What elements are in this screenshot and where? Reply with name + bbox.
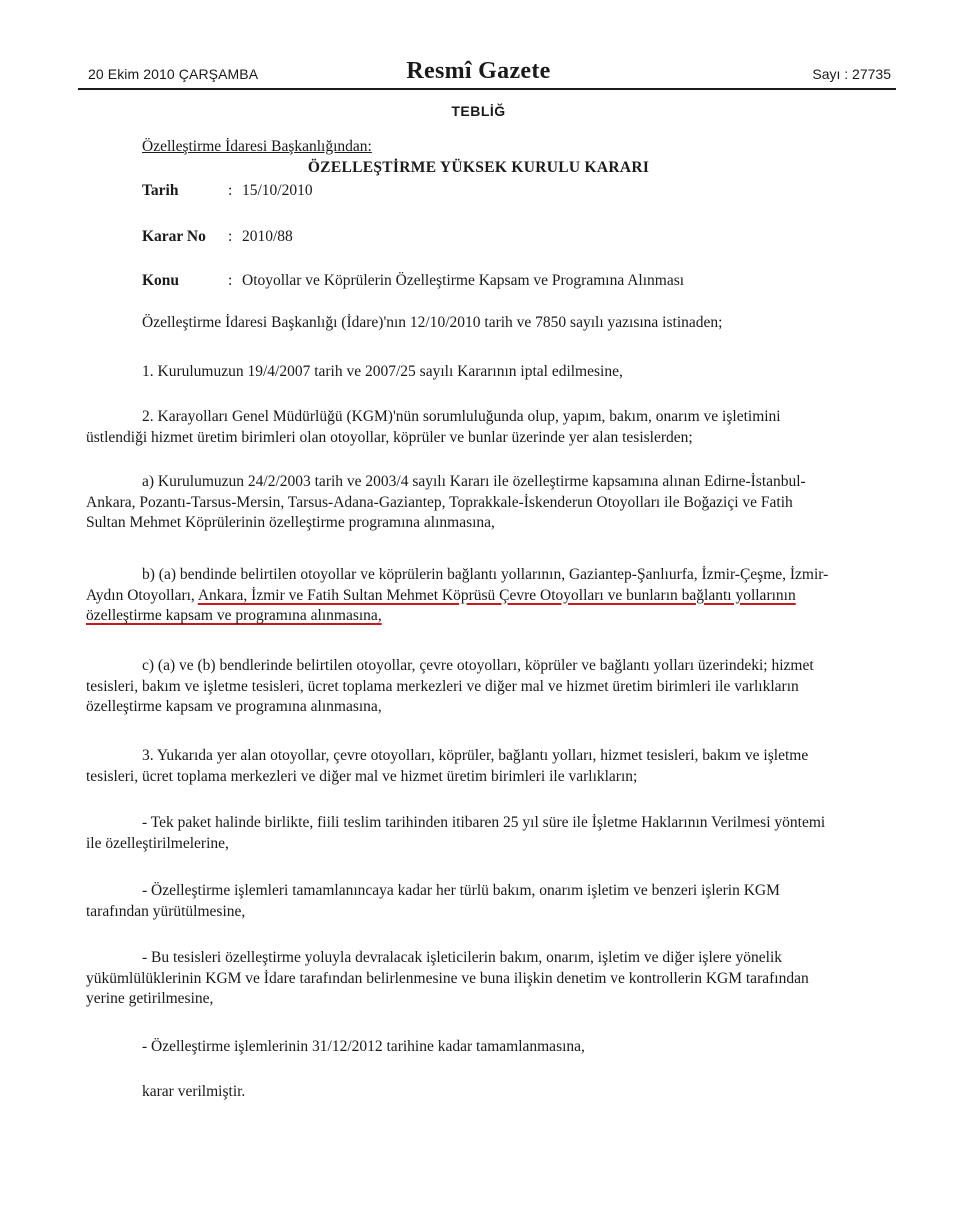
paragraph-line: 2. Karayolları Genel Müdürlüğü (KGM)'nün sorumluluğunda olup, yapım, bakım, onarım ve işletimini — [142, 408, 781, 425]
paragraph-line: a) Kurulumuzun 24/2/2003 tarih ve 2003/4 sayılı Kararı ile özelleştirme kapsamına alınan Edirne-İstanbul- — [142, 473, 806, 490]
paragraph-line: özelleştirme kapsam ve programına alınmasına, — [86, 698, 382, 715]
paragraph-line: tesisleri, bakım ve işletme tesisleri, ücret toplama merkezleri ve diğer mal ve hizmet üretim birimleri ile varlıkların — [86, 677, 799, 695]
paragraph-article-2 — [86, 407, 886, 448]
paragraph-bullet-4 — [86, 1037, 886, 1058]
issuing-authority: Özelleştirme İdaresi Başkanlığından: — [142, 138, 372, 155]
paragraph-line: Ankara, Pozantı-Tarsus-Mersin, Tarsus-Adana-Gaziantep, Toprakkale-İskenderun Otoyolları ile Boğaziçi ve Fatih — [86, 493, 793, 511]
paragraph-line: - Özelleştirme işlemleri tamamlanıncaya kadar her türlü bakım, onarım işletim ve benzeri işlerin KGM — [142, 882, 780, 899]
header-rule — [78, 88, 896, 90]
paragraph-line: Özelleştirme İdaresi Başkanlığı (İdare)'nın 12/10/2010 tarih ve 7850 sayılı yazısına istinaden; — [142, 314, 723, 331]
paragraph-item-b — [86, 565, 886, 627]
meta-separator: : — [228, 228, 233, 245]
paragraph-bullet-3 — [86, 948, 886, 1010]
meta-label: Karar No — [142, 228, 206, 245]
paragraph-line: yerine getirilmesine, — [86, 990, 214, 1007]
paragraph-closing — [86, 1082, 886, 1103]
meta-date-row — [142, 182, 313, 200]
paragraph-line: b) (a) bendinde belirtilen otoyollar ve köprülerin bağlantı yollarının, Gaziantep-Şanlıurfa, İzmir-Çeşme, İzmir- — [142, 566, 829, 583]
paragraph-item-a — [86, 472, 886, 534]
meta-value: 2010/88 — [242, 228, 293, 245]
meta-label: Konu — [142, 272, 180, 289]
paragraph-line: yükümlülüklerinin KGM ve İdare tarafından belirlenmesine ve buna ilişkin denetim ve kontrollerin KGM tarafından — [86, 969, 809, 987]
decision-title: ÖZELLEŞTİRME YÜKSEK KURULU KARARI — [307, 159, 650, 176]
meta-separator: : — [228, 182, 233, 199]
paragraph-line: - Tek paket halinde birlikte, fiili teslim tarihinden itibaren 25 yıl süre ile İşletme Haklarının Verilmesi yöntemi — [142, 814, 826, 831]
issue-date: 20 Ekim 2010 ÇARŞAMBA — [88, 66, 259, 82]
paragraph-line: - Bu tesisleri özelleştirme yoluyla devralacak işleticilerin bakım, onarım, işletim ve diğer işlere yönelik — [142, 949, 783, 966]
paragraph-text: Aydın Otoyolları, — [86, 586, 198, 604]
paragraph-article-3 — [86, 746, 886, 787]
paragraph-line: 3. Yukarıda yer alan otoyollar, çevre otoyolları, köprüler, bağlantı yolları, hizmet tesisleri, bakım ve işletme — [142, 747, 809, 764]
meta-decision-no-row — [142, 228, 293, 246]
meta-value: 15/10/2010 — [242, 182, 313, 199]
paragraph-bullet-2 — [86, 881, 886, 922]
paragraph-line: 1. Kurulumuzun 19/4/2007 tarih ve 2007/25 sayılı Kararının iptal edilmesine, — [142, 363, 623, 380]
paragraph-line: c) (a) ve (b) bendlerinde belirtilen otoyollar, çevre otoyolları, köprüler ve bağlantı yolları üzerindeki; hizmet — [142, 657, 814, 674]
paragraph-item-c — [86, 656, 886, 718]
paragraph-line: - Özelleştirme işlemlerinin 31/12/2012 tarihine kadar tamamlanmasına, — [142, 1038, 585, 1055]
meta-subject-row — [142, 272, 684, 290]
paragraph-line: tarafından yürütülmesine, — [86, 902, 246, 920]
paragraph-line: Sultan Mehmet Köprülerinin özelleştirme programına alınmasına, — [86, 514, 495, 531]
issue-number: Sayı : 27735 — [812, 66, 891, 82]
section-title: TEBLİĞ — [451, 103, 506, 119]
gazette-title: Resmî Gazete — [406, 58, 551, 84]
paragraph-line: üstlendiği hizmet üretim birimleri olan otoyollar, köprüler ve bunlar üzerinde yer alan tesislerden; — [86, 428, 693, 446]
meta-separator: : — [228, 272, 233, 289]
meta-label: Tarih — [142, 182, 179, 199]
paragraph-line: ile özelleştirilmelerine, — [86, 834, 229, 852]
highlighted-text: özelleştirme kapsam ve programına alınmasına, — [86, 607, 382, 624]
highlighted-text: Ankara, İzmir ve Fatih Sultan Mehmet Köprüsü Çevre Otoyolları ve bunların bağlantı yollarının — [197, 586, 796, 604]
paragraph-line — [86, 586, 886, 607]
paragraph-preamble — [86, 313, 886, 334]
paragraph-line: tesisleri, ücret toplama merkezleri ve diğer mal ve hizmet üretim birimleri ile varlıkların; — [86, 767, 638, 785]
paragraph-article-1 — [86, 362, 886, 383]
paragraph-bullet-1 — [86, 813, 886, 854]
paragraph-line — [86, 606, 886, 627]
meta-value: Otoyollar ve Köprülerin Özelleştirme Kapsam ve Programına Alınması — [242, 272, 685, 289]
paragraph-line: karar verilmiştir. — [142, 1083, 246, 1100]
